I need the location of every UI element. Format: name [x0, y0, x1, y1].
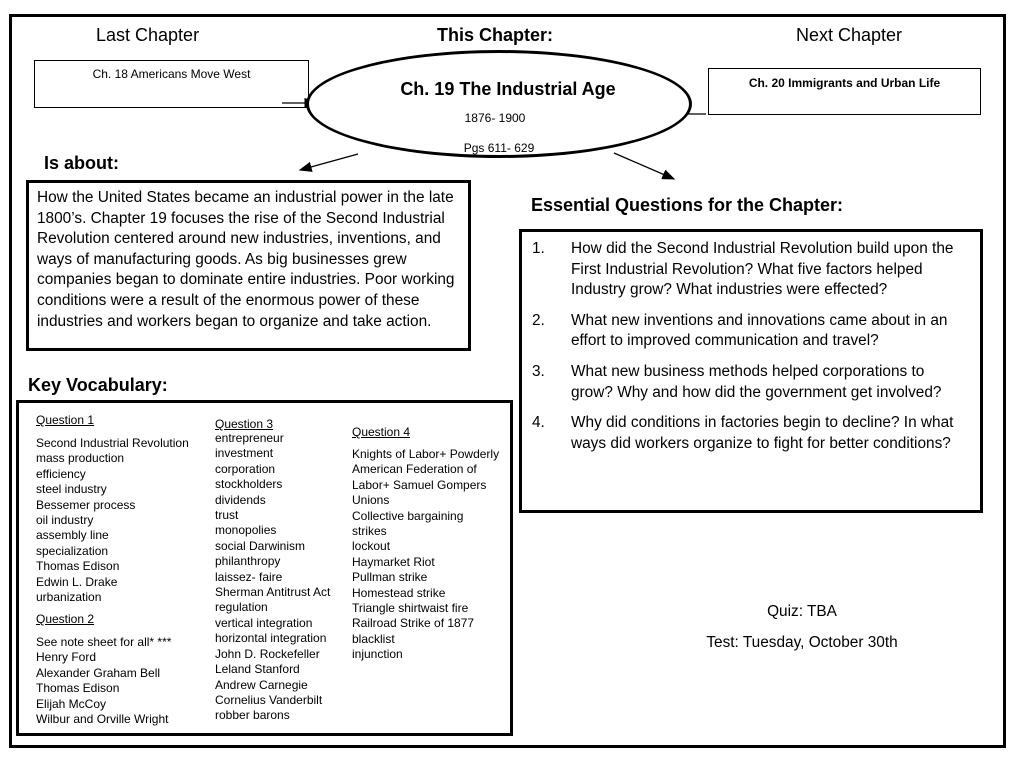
question-item: 4. Why did conditions in factories begin to decline? In what ways did workers organize to fight for better conditions?	[532, 414, 954, 452]
vocab-term: Collective bargaining	[352, 508, 464, 523]
vocab-term: mass production	[36, 451, 125, 466]
next-chapter-header: Next Chapter	[796, 25, 903, 45]
vocab-q3-title: Question 3	[215, 417, 274, 431]
vocab-term: Second Industrial Revolution	[36, 436, 189, 450]
vocab-term: Thomas Edison	[36, 559, 120, 574]
arrow-to-questions	[614, 153, 674, 179]
vocab-term: Unions	[352, 493, 390, 508]
vocab-term: Pullman strike	[352, 570, 428, 585]
vocab-term: trust	[215, 508, 239, 523]
vocab-term: See note sheet for all* ***	[36, 635, 172, 649]
vocab-term: injunction	[352, 647, 403, 662]
vocab-term: American Federation of	[352, 462, 477, 477]
last-chapter-header: Last Chapter	[96, 25, 200, 45]
vocab-term: specialization	[36, 543, 109, 558]
vocab-q1-list	[36, 436, 189, 605]
essential-questions-list	[522, 239, 970, 454]
vocab-term: dividends	[215, 492, 266, 507]
vocab-term: urbanization	[36, 590, 102, 605]
vocab-q2-title: Question 2	[36, 612, 95, 626]
question-item: 1. How did the Second Industrial Revolution build upon the First Industrial Revolution? What five factors helped Industry grow? What industries were effected?	[532, 240, 954, 299]
vocab-term: monopolies	[215, 523, 277, 538]
arrow-to-about	[300, 154, 358, 170]
vocab-term: Andrew Carnegie	[215, 677, 308, 692]
essential-questions-box	[519, 229, 983, 513]
vocab-term: Alexander Graham Bell	[36, 665, 161, 680]
vocab-q4-list	[352, 447, 499, 663]
vocab-term: Knights of Labor+ Powderly	[352, 447, 500, 461]
vocab-term: Edwin L. Drake	[36, 574, 118, 589]
vocab-term: steel industry	[36, 482, 107, 497]
about-text: How the United States became an industrial power in the late 1800’s. Chapter 19 focuses the rise of the Second Industrial Revolution centered around new industries, inventions, and ways of manufacturing goods. As big businesses grew companies began to dominate entire industries. Poor working conditions were a result of the enormous power of these industries and workers began to organize and take action.	[37, 189, 455, 330]
current-chapter-years: 1876- 1900	[464, 111, 526, 125]
question-item: 2. What new inventions and innovations came about in an effort to improved communication and travel?	[532, 311, 948, 350]
vocab-term: Triangle shirtwaist fire	[352, 601, 469, 616]
vocab-term: investment	[215, 446, 274, 461]
vocab-term: Sherman Antitrust Act	[215, 585, 331, 600]
vocab-term: social Darwinism	[215, 538, 306, 553]
vocab-q3-list	[215, 431, 330, 724]
vocab-term: Wilbur and Orville Wright	[36, 712, 169, 727]
vocab-term: philanthropy	[215, 554, 281, 569]
vocab-term: Henry Ford	[36, 650, 97, 665]
vocab-term: robber barons	[215, 708, 290, 723]
vocab-term: Cornelius Vanderbilt	[215, 692, 323, 707]
vocab-term: John D. Rockefeller	[215, 646, 320, 661]
vocab-q2-list	[36, 635, 171, 727]
vocab-term: Thomas Edison	[36, 681, 120, 696]
last-chapter-text: Ch. 18 Americans Move West	[92, 67, 251, 81]
vocab-term: horizontal integration	[215, 631, 327, 646]
this-chapter-header: This Chapter:	[437, 25, 554, 45]
vocab-term: Leland Stanford	[215, 662, 300, 677]
vocab-term: lockout	[352, 539, 391, 554]
vocab-label: Key Vocabulary:	[28, 375, 168, 395]
vocab-term: laissez- faire	[215, 569, 283, 584]
vocab-term: vertical integration	[215, 615, 313, 630]
vocab-term: efficiency	[36, 466, 86, 481]
vocab-term: Elijah McCoy	[36, 696, 107, 711]
vocab-q1-title: Question 1	[36, 413, 95, 427]
vocab-term: Bessemer process	[36, 497, 136, 512]
vocab-term: corporation	[215, 461, 276, 476]
next-chapter-text: Ch. 20 Immigrants and Urban Life	[748, 76, 941, 90]
vocab-term: Haymarket Riot	[352, 554, 435, 569]
vocab-term: Labor+ Samuel Gompers	[352, 477, 487, 492]
vocab-term: regulation	[215, 600, 268, 615]
vocab-q4-title: Question 4	[352, 425, 411, 439]
vocab-term: stockholders	[215, 477, 283, 492]
vocab-term: Railroad Strike of 1877	[352, 616, 475, 631]
current-chapter-title: Ch. 19 The Industrial Age	[400, 79, 616, 99]
question-item: 3. What new business methods helped corporations to grow? Why and how did the government get involved?	[532, 362, 942, 401]
vocab-term: assembly line	[36, 528, 109, 543]
test-info: Test: Tuesday, October 30th	[706, 634, 898, 651]
vocab-term: oil industry	[36, 513, 94, 528]
vocab-term: Homestead strike	[352, 585, 446, 600]
vocab-term: entrepreneur	[215, 431, 284, 445]
current-chapter-pages: Pgs 611- 629	[463, 141, 535, 155]
about-box	[26, 180, 471, 351]
quiz-info: Quiz: TBA	[767, 603, 837, 620]
essential-label: Essential Questions for the Chapter:	[531, 195, 844, 215]
about-label: Is about:	[44, 153, 119, 173]
vocab-term: strikes	[352, 524, 387, 539]
vocab-term: blacklist	[352, 631, 395, 646]
